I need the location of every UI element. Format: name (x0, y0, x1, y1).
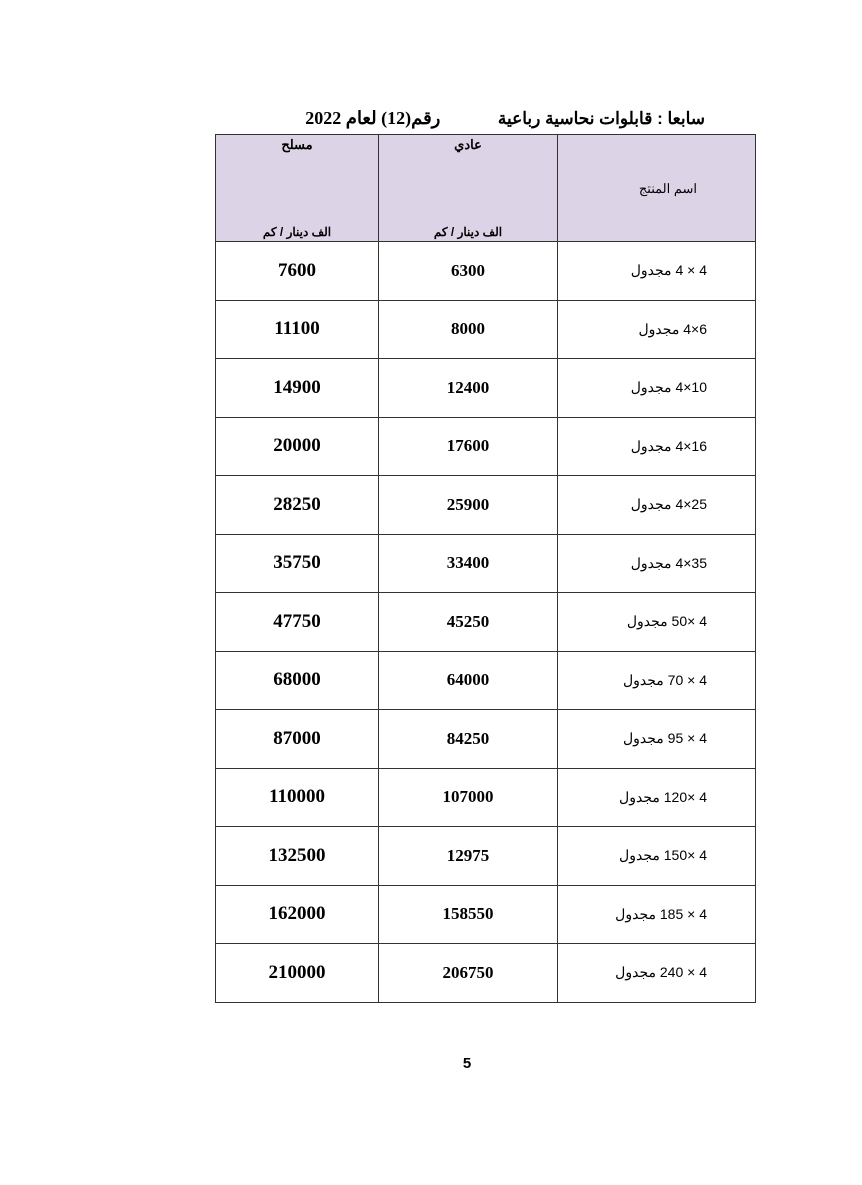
armored-price-cell: 7600 (216, 242, 379, 301)
table-row (216, 242, 756, 301)
armored-price-cell: 210000 (216, 944, 379, 1003)
armored-price-cell: 14900 (216, 359, 379, 418)
table-header-row (216, 135, 756, 242)
table-row (216, 476, 756, 535)
table-row (216, 300, 756, 359)
armored-price-cell: 132500 (216, 827, 379, 886)
regular-price-cell: 158550 (379, 885, 558, 944)
armored-price-cell: 162000 (216, 885, 379, 944)
regular-price-cell: 12400 (379, 359, 558, 418)
product-name-cell: 25×4 مجدول (558, 476, 756, 535)
regular-price-cell: 206750 (379, 944, 558, 1003)
table-row (216, 651, 756, 710)
header-regular (379, 135, 558, 242)
regular-price-cell: 6300 (379, 242, 558, 301)
regular-price-cell: 33400 (379, 534, 558, 593)
armored-price-cell: 110000 (216, 768, 379, 827)
product-name-cell: 4 ×150 مجدول (558, 827, 756, 886)
header-armored-label: مسلح (281, 137, 313, 152)
header-product-label: اسم المنتج (638, 181, 697, 196)
armored-price-cell: 87000 (216, 710, 379, 769)
table-row (216, 885, 756, 944)
armored-price-cell: 68000 (216, 651, 379, 710)
header-regular-label: عادي (454, 137, 482, 152)
table-row (216, 593, 756, 652)
product-name-cell: 35×4 مجدول (558, 534, 756, 593)
regular-price-cell: 17600 (379, 417, 558, 476)
page-number: 5 (462, 1055, 472, 1072)
table-row (216, 768, 756, 827)
product-name-cell: 4 × 240 مجدول (558, 944, 756, 1003)
title-main: سابعا : قابلوات نحاسية رباعية (497, 109, 705, 128)
regular-price-cell: 12975 (379, 827, 558, 886)
product-name-cell: 16×4 مجدول (558, 417, 756, 476)
armored-price-cell: 28250 (216, 476, 379, 535)
product-name-cell: 4 × 70 مجدول (558, 651, 756, 710)
regular-price-cell: 64000 (379, 651, 558, 710)
regular-price-cell: 25900 (379, 476, 558, 535)
table-row (216, 359, 756, 418)
price-table (215, 134, 756, 1003)
product-name-cell: 4 × 185 مجدول (558, 885, 756, 944)
title-reference: رقم(12) لعام 2022 (305, 108, 441, 128)
regular-price-cell: 107000 (379, 768, 558, 827)
table-row (216, 827, 756, 886)
product-name-cell: 4 ×120 مجدول (558, 768, 756, 827)
regular-price-cell: 8000 (379, 300, 558, 359)
page-title (215, 104, 705, 132)
table-row (216, 710, 756, 769)
armored-price-cell: 20000 (216, 417, 379, 476)
regular-price-cell: 45250 (379, 593, 558, 652)
product-name-cell: 10×4 مجدول (558, 359, 756, 418)
regular-price-cell: 84250 (379, 710, 558, 769)
product-name-cell: 4 × 4 مجدول (558, 242, 756, 301)
product-name-cell: 6×4 مجدول (558, 300, 756, 359)
armored-price-cell: 11100 (216, 300, 379, 359)
table-row (216, 534, 756, 593)
table-row (216, 944, 756, 1003)
header-regular-unit: الف دينار / كم (433, 225, 503, 239)
header-armored-unit: الف دينار / كم (262, 225, 332, 239)
armored-price-cell: 35750 (216, 534, 379, 593)
product-name-cell: 4 × 95 مجدول (558, 710, 756, 769)
header-product (558, 135, 756, 242)
table-row (216, 417, 756, 476)
header-armored (216, 135, 379, 242)
product-name-cell: 4 ×50 مجدول (558, 593, 756, 652)
armored-price-cell: 47750 (216, 593, 379, 652)
